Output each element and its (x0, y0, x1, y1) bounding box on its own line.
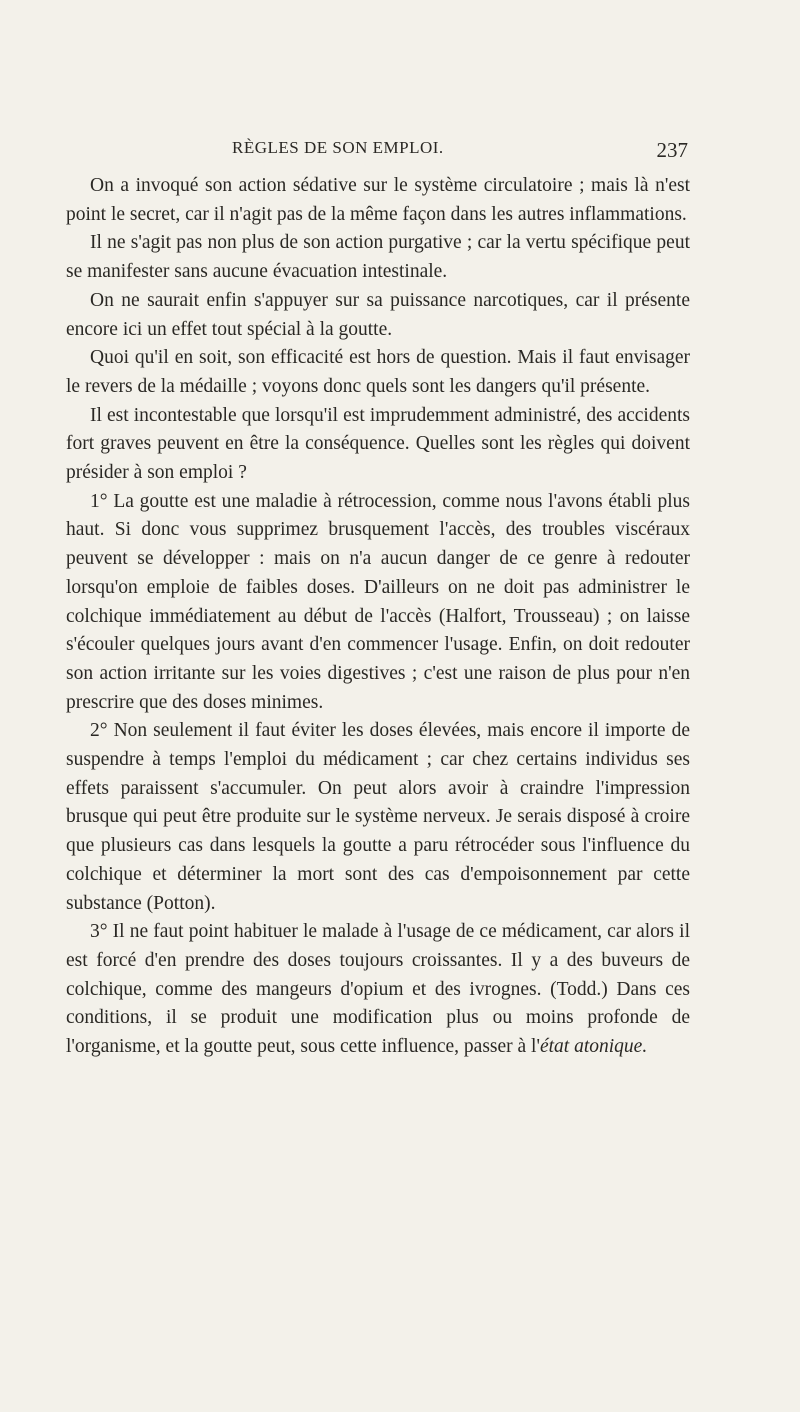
paragraph-last (66, 918, 690, 1062)
paragraph: Il ne s'agit pas non plus de son action purgative ; car la vertu spécifique peut se manifester sans aucune évacuation intestinale. (66, 232, 690, 283)
page-header (232, 138, 688, 166)
paragraph: 1° La goutte est une maladie à rétrocession, comme nous l'avons établi plus haut. Si donc vous supprimez brusquement l'accès, des troubles viscéraux peuvent se développer : mais on n'a aucun danger de ce genre à redouter lorsqu'on emploie de faibles doses. D'ailleurs on ne doit pas administrer le colchique immédiatement au début de l'accès (Halfort, Trousseau) ; on laisse s'écouler quelques jours avant d'en commencer l'usage. Enfin, on doit redouter son action irritante sur les voies digestives ; c'est une raison de plus pour n'en prescrire que des doses minimes. (66, 490, 690, 713)
running-head: RÈGLES DE SON EMPLOI. (232, 138, 444, 157)
paragraph-text: 3° Il ne faut point habituer le malade à l'usage de ce médicament, car alors il est forcé d'en prendre des doses toujours croissantes. Il y a des buveurs de colchique, comme des mangeurs d'opium et des ivrognes. (Todd.) Dans ces conditions, il se produit une modification plus ou moins profonde de l'organisme, et la goutte peut, sous cette influence, passer à l' (66, 921, 690, 1058)
paragraph: Quoi qu'il en soit, son efficacité est hors de question. Mais il faut envisager le revers de la médaille ; voyons donc quels sont les dangers qu'il présente. (66, 347, 690, 397)
italic-phrase: état atonique. (539, 1036, 648, 1058)
body-text (66, 172, 690, 1062)
paragraph: On a invoqué son action sédative sur le système circulatoire ; mais là n'est point le secret, car il n'agit pas de la même façon dans les autres inflammations. (66, 175, 690, 225)
paragraph: 2° Non seulement il faut éviter les doses élevées, mais encore il importe de suspendre à temps l'emploi du médicament ; car chez certains individus ses effets paraissent s'accumuler. On peut alors avoir à craindre l'impression brusque qui peut être produite sur le système nerveux. Je serais disposé à croire que plusieurs cas dans lesquels la goutte a paru rétrocéder sous l'influence du colchique et déterminer la mort sont des cas d'empoisonnement par cette substance (Potton). (66, 720, 690, 914)
page-number: 237 (656, 138, 688, 162)
paragraph: Il est incontestable que lorsqu'il est imprudemment administré, des accidents fort graves peuvent en être la conséquence. Quelles sont les règles qui doivent présider à son emploi ? (66, 404, 690, 484)
paragraph: On ne saurait enfin s'appuyer sur sa puissance narcotiques, car il présente encore ici un effet tout spécial à la goutte. (66, 289, 690, 340)
